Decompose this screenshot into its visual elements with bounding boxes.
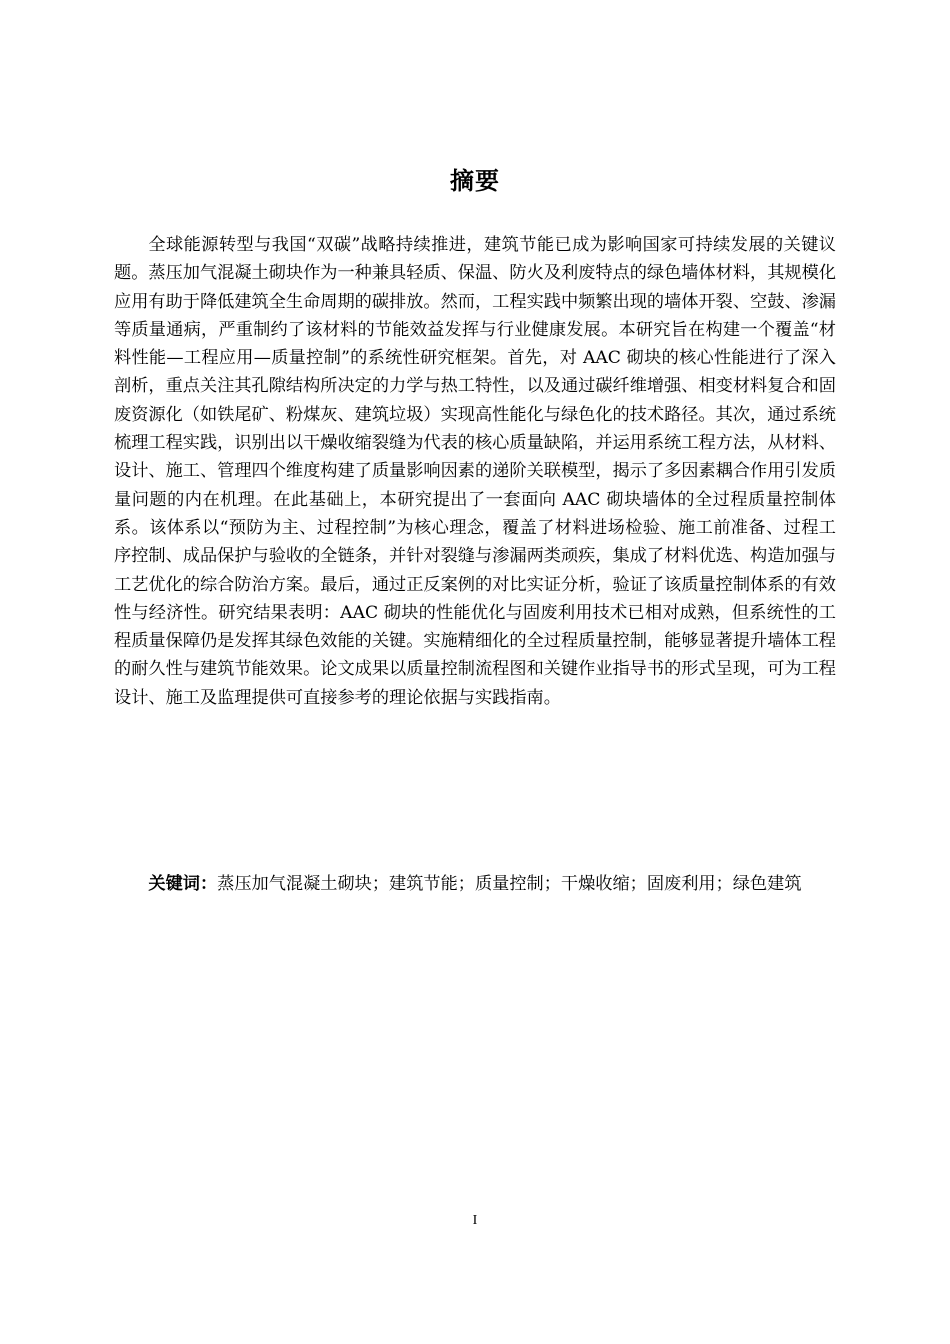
abstract-paragraph: 全球能源转型与我国“双碳”战略持续推进，建筑节能已成为影响国家可持续发展的关键议题。蒸压加气混凝土砌块作为一种兼具轻质、保温、防火及利废特点的绿色墙体材料，其规模化应用有助于降低建筑全生命周期的碳排放。然而，工程实践中频繁出现的墙体开裂、空鼓、渗漏等质量通病，严重制约了该材料的节能效益发挥与行业健康发展。本研究旨在构建一个覆盖“材料性能—工程应用—质量控制”的系统性研究框架。首先，对 AAC 砌块的核心性能进行了深入剖析，重点关注其孔隙结构所决定的力学与热工特性，以及通过碳纤维增强、相变材料复合和固废资源化（如铁尾矿、粉煤灰、建筑垃圾）实现高性能化与绿色化的技术路径。其次，通过系统梳理工程实践，识别出以干燥收缩裂缝为代表的核心质量缺陷，并运用系统工程方法，从材料、设计、施工、管理四个维度构建了质量影响因素的递阶关联模型，揭示了多因素耦合作用引发质量问题的内在机理。在此基础上，本研究提出了一套面向 AAC 砌块墙体的全过程质量控制体系。该体系以“预防为主、过程控制”为核心理念，覆盖了材料进场检验、施工前准备、过程工序控制、成品保护与验收的全链条，并针对裂缝与渗漏两类顽疾，集成了材料优选、构造加强与工艺优化的综合防治方案。最后，通过正反案例的对比实证分析，验证了该质量控制体系的有效性与经济性。研究结果表明：AAC 砌块的性能优化与固废利用技术已相对成熟，但系统性的工程质量保障仍是发挥其绿色效能的关键。实施精细化的全过程质量控制，能够显著提升墙体工程的耐久性与建筑节能效果。论文成果以质量控制流程图和关键作业指导书的形式呈现，可为工程设计、施工及监理提供可直接参考的理论依据与实践指南。 (114, 235, 836, 708)
page-number: I (472, 1213, 478, 1228)
keywords-text: 蒸压加气混凝土砌块；建筑节能；质量控制；干燥收缩；固废利用；绿色建筑 (217, 874, 802, 894)
keywords-line (114, 870, 836, 898)
keywords-label: 关键词： (148, 874, 218, 894)
abstract-title: 摘要 (450, 167, 500, 195)
